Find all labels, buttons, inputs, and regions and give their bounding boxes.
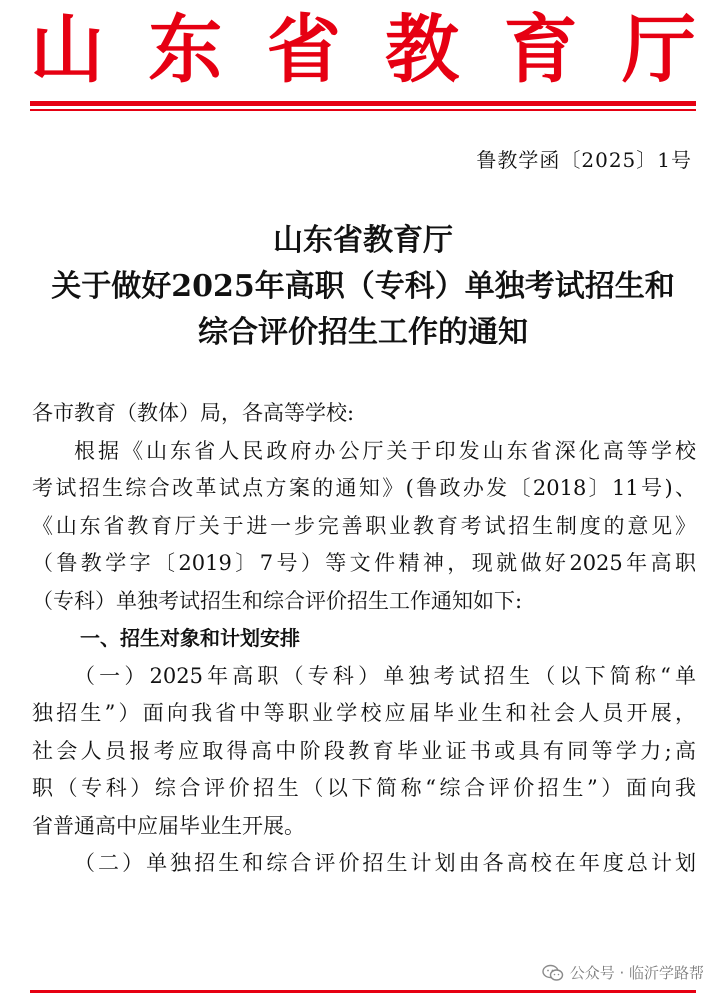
- title-line: 综合评价招生工作的通知: [198, 315, 528, 350]
- title-line: 关于做好2025年高职（专科）单独考试招生和: [51, 269, 675, 304]
- paragraph-line: （一）2025年高职（专科）单独考试招生（以下简称“单: [74, 663, 696, 688]
- paragraph-line: （专科）单独考试招生和综合评价招生工作通知如下:: [32, 588, 523, 613]
- paragraph-line: （二）单独招生和综合评价招生计划由各高校在年度总计划: [74, 851, 696, 875]
- masthead-char: 教: [385, 7, 460, 93]
- section-heading: 一、招生对象和计划安排: [80, 626, 300, 650]
- title-line: 山东省教育厅: [273, 223, 453, 258]
- masthead-char: 省: [266, 7, 341, 93]
- wechat-icon: [542, 964, 564, 982]
- document-number: 鲁教学函〔2025〕1号: [476, 148, 692, 172]
- masthead: [30, 8, 696, 92]
- masthead-char: 山: [30, 7, 104, 93]
- paragraph-line: 独招生”）面向我省中等职业学校应届毕业生和社会人员开展，: [32, 701, 696, 725]
- watermark: [538, 960, 708, 985]
- document-body: [32, 395, 696, 883]
- paragraph-line: 职（专科）综合评价招生（以下简称“综合评价招生”）面向我: [32, 776, 696, 800]
- paragraph-line: （鲁教学字〔2019〕7号）等文件精神，现就做好2025年高职: [32, 551, 696, 575]
- salutation: 各市教育（教体）局，各高等学校:: [32, 401, 355, 425]
- paragraph-line: 考试招生综合改革试点方案的通知》(鲁政办发〔2018〕11号)、: [32, 476, 696, 500]
- masthead-char: 育: [503, 7, 578, 93]
- masthead-char: 厅: [621, 7, 696, 93]
- paragraph-line: 省普通高中应届毕业生开展。: [32, 813, 305, 838]
- masthead-rule-thick: [30, 101, 696, 106]
- watermark-text: 公众号 · 临沂学路帮: [569, 964, 704, 982]
- masthead-char: 东: [148, 7, 223, 93]
- masthead-rule-thin: [30, 109, 696, 111]
- paragraph-line: 根据《山东省人民政府办公厅关于印发山东省深化高等学校: [74, 438, 696, 463]
- document-title: [0, 218, 726, 356]
- footer-rule: [30, 990, 696, 993]
- paragraph-line: 社会人员报考应取得高中阶段教育毕业证书或具有同等学力;高: [32, 738, 696, 763]
- paragraph-line: 《山东省教育厅关于进一步完善职业教育考试招生制度的意见》: [32, 513, 696, 538]
